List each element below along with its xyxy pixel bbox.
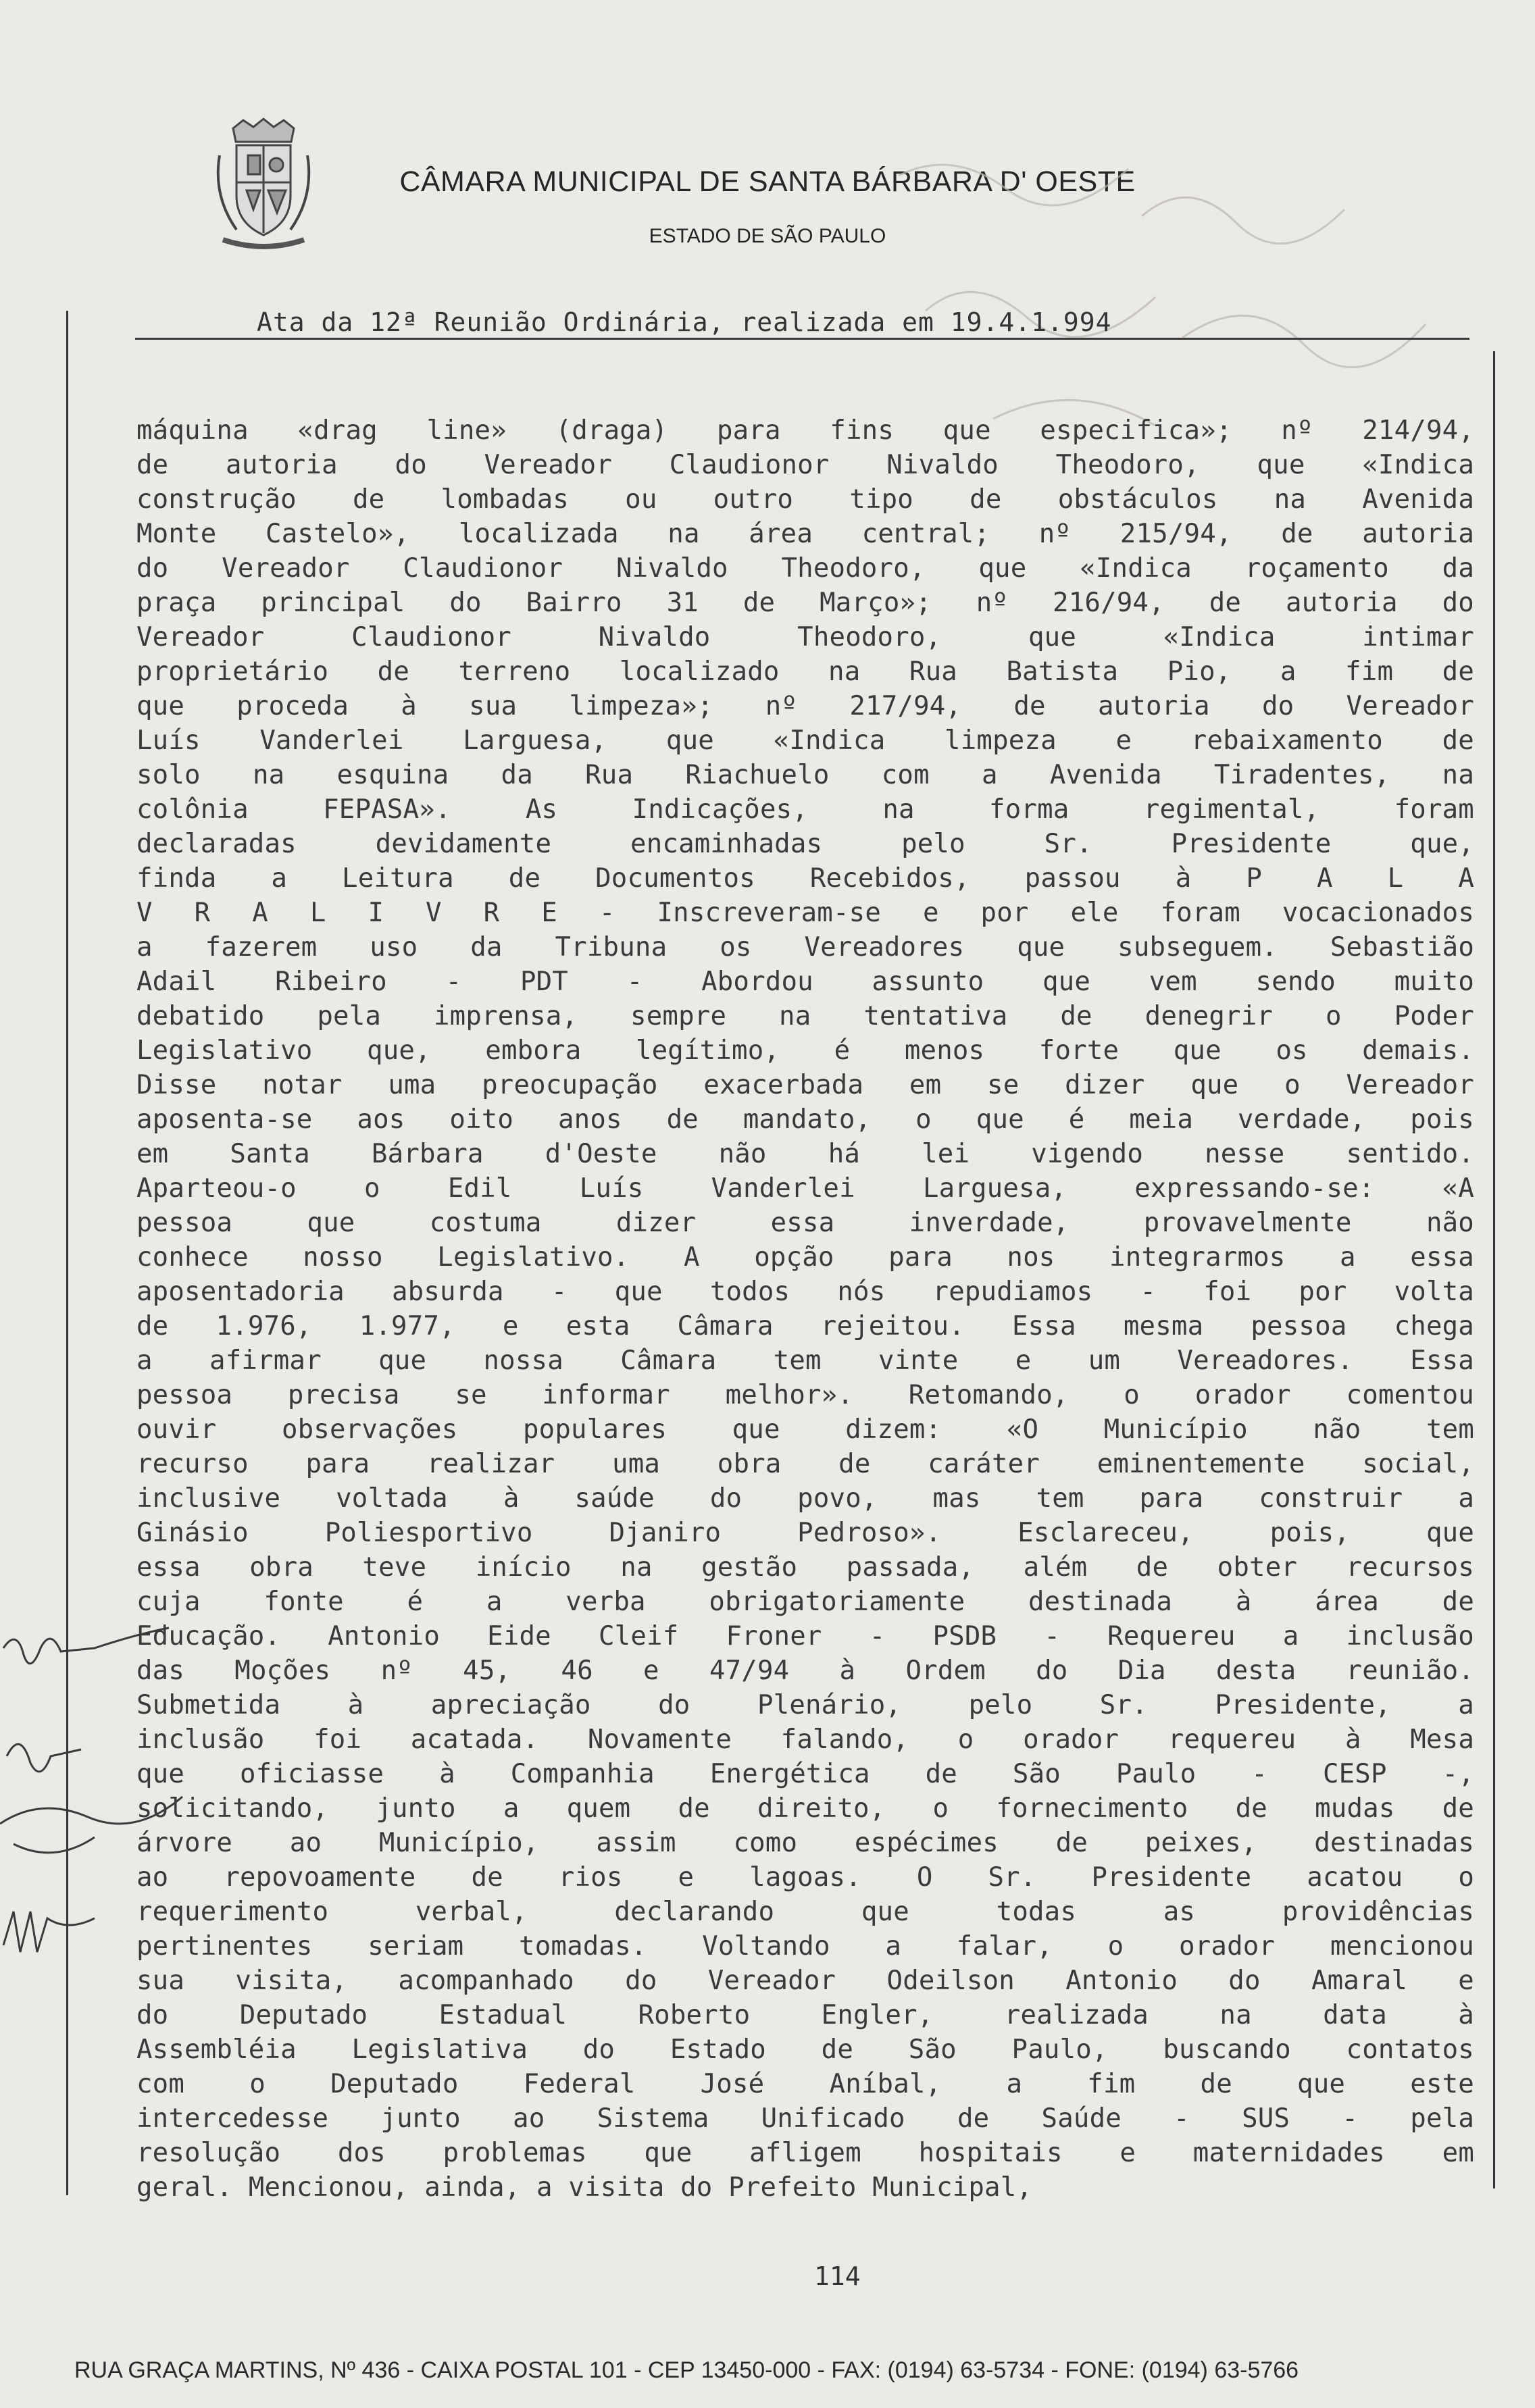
body-line: pertinentes seriam tomadas. Voltando a falar, o orador mencionou	[136, 1931, 1474, 1962]
body-line: praça principal do Bairro 31 de Março»; nº 216/94, de autoria do	[136, 588, 1474, 618]
body-line: de autoria do Vereador Claudionor Nivaldo Theodoro, que «Indica	[136, 450, 1474, 480]
body-line: aposenta-se aos oito anos de mandato, o que é meia verdade, pois	[136, 1104, 1474, 1135]
body-line: solicitando, junto a quem de direito, o fornecimento de mudas de	[136, 1793, 1474, 1824]
body-line: Submetida à apreciação do Plenário, pelo Sr. Presidente, a	[136, 1690, 1474, 1720]
body-line: com o Deputado Federal José Aníbal, a fim de que este	[136, 2069, 1474, 2099]
minutes-title: Ata da 12ª Reunião Ordinária, realizada em 19.4.1.994	[257, 307, 1112, 337]
body-line: a fazerem uso da Tribuna os Vereadores que subseguem. Sebastião	[136, 932, 1474, 963]
minutes-body	[136, 413, 1474, 2205]
body-line: construção de lombadas ou outro tipo de obstáculos na Avenida	[136, 484, 1474, 515]
body-line: debatido pela imprensa, sempre na tentativa de denegrir o Poder	[136, 1001, 1474, 1031]
body-line: Adail Ribeiro - PDT - Abordou assunto que vem sendo muito	[136, 967, 1474, 997]
body-line: sua visita, acompanhado do Vereador Odeilson Antonio do Amaral e	[136, 1966, 1474, 1996]
body-line: pessoa que costuma dizer essa inverdade, provavelmente não	[136, 1208, 1474, 1238]
body-line: ao repovoamente de rios e lagoas. O Sr. Presidente acatou o	[136, 1862, 1474, 1893]
body-line: essa obra teve início na gestão passada, além de obter recursos	[136, 1552, 1474, 1583]
body-line: Assembléia Legislativa do Estado de São Paulo, buscando contatos	[136, 2034, 1474, 2065]
body-line: máquina «drag line» (draga) para fins que especifica»; nº 214/94,	[136, 415, 1474, 446]
body-line: árvore ao Município, assim como espécimes de peixes, destinadas	[136, 1828, 1474, 1858]
body-line: colônia FEPASA». As Indicações, na forma regimental, foram	[136, 794, 1474, 825]
body-line: finda a Leitura de Documentos Recebidos, passou à P A L A	[136, 863, 1474, 894]
body-line: intercedesse junto ao Sistema Unificado de Saúde - SUS - pela	[136, 2103, 1474, 2134]
body-line: das Moções nº 45, 46 e 47/94 à Ordem do Dia desta reunião.	[136, 1656, 1474, 1686]
body-line: conhece nosso Legislativo. A opção para nos integrarmos a essa	[136, 1242, 1474, 1273]
body-line: resolução dos problemas que afligem hospitais e maternidades em	[136, 2138, 1474, 2168]
body-line: pessoa precisa se informar melhor». Retomando, o orador comentou	[136, 1380, 1474, 1410]
body-line: em Santa Bárbara d'Oeste não há lei vigendo nesse sentido.	[136, 1139, 1474, 1169]
body-line: inclusive voltada à saúde do povo, mas tem para construir a	[136, 1483, 1474, 1514]
body-line: geral. Mencionou, ainda, a visita do Prefeito Municipal,	[136, 2172, 1033, 2203]
body-line: aposentadoria absurda - que todos nós repudiamos - foi por volta	[136, 1277, 1474, 1307]
body-line: Disse notar uma preocupação exacerbada em se dizer que o Vereador	[136, 1070, 1474, 1100]
body-line: cuja fonte é a verba obrigatoriamente destinada à área de	[136, 1587, 1474, 1617]
body-line: Monte Castelo», localizada na área central; nº 215/94, de autoria	[136, 519, 1474, 549]
body-line: Ginásio Poliesportivo Djaniro Pedroso». Esclareceu, pois, que	[136, 1518, 1474, 1548]
body-line: Aparteou-o o Edil Luís Vanderlei Larguesa, expressando-se: «A	[136, 1173, 1474, 1204]
body-line: que oficiasse à Companhia Energética de São Paulo - CESP -,	[136, 1759, 1474, 1789]
body-line: V R A L I V R E - Inscreveram-se e por ele foram vocacionados	[136, 898, 1474, 928]
body-line: solo na esquina da Rua Riachuelo com a Avenida Tiradentes, na	[136, 760, 1474, 790]
body-line: Legislativo que, embora legítimo, é menos forte que os demais.	[136, 1035, 1474, 1066]
body-line: recurso para realizar uma obra de caráter eminentemente social,	[136, 1449, 1474, 1479]
body-line: Vereador Claudionor Nivaldo Theodoro, que «Indica intimar	[136, 622, 1474, 652]
footer-address: RUA GRAÇA MARTINS, Nº 436 - CAIXA POSTAL 101 - CEP 13450-000 - FAX: (0194) 63-5734 - FONE: (0194) 63-5766	[74, 2357, 1299, 2383]
left-margin-rule	[66, 311, 68, 2195]
body-line: Luís Vanderlei Larguesa, que «Indica limpeza e rebaixamento de	[136, 725, 1474, 756]
body-line: que proceda à sua limpeza»; nº 217/94, de autoria do Vereador	[136, 691, 1474, 721]
title-underline	[135, 338, 1469, 340]
body-line: requerimento verbal, declarando que todas as providências	[136, 1897, 1474, 1927]
body-line: proprietário de terreno localizado na Rua Batista Pio, a fim de	[136, 657, 1474, 687]
body-line: ouvir observações populares que dizem: «O Município não tem	[136, 1414, 1474, 1445]
body-line: de 1.976, 1.977, e esta Câmara rejeitou. Essa mesma pessoa chega	[136, 1311, 1474, 1341]
body-line: a afirmar que nossa Câmara tem vinte e um Vereadores. Essa	[136, 1346, 1474, 1376]
body-line: declaradas devidamente encaminhadas pelo Sr. Presidente que,	[136, 829, 1474, 859]
body-line: Educação. Antonio Eide Cleif Froner - PSDB - Requereu a inclusão	[136, 1621, 1474, 1651]
body-line: do Deputado Estadual Roberto Engler, realizada na data à	[136, 2000, 1474, 2030]
right-margin-rule	[1493, 351, 1495, 2188]
body-line: inclusão foi acatada. Novamente falando, o orador requereu à Mesa	[136, 1724, 1474, 1755]
page-number: 114	[814, 2261, 861, 2291]
body-line: do Vereador Claudionor Nivaldo Theodoro, que «Indica roçamento da	[136, 553, 1474, 584]
state-name: ESTADO DE SÃO PAULO	[649, 225, 886, 247]
institution-name: CÂMARA MUNICIPAL DE SANTA BÁRBARA D' OESTE	[399, 165, 1136, 198]
